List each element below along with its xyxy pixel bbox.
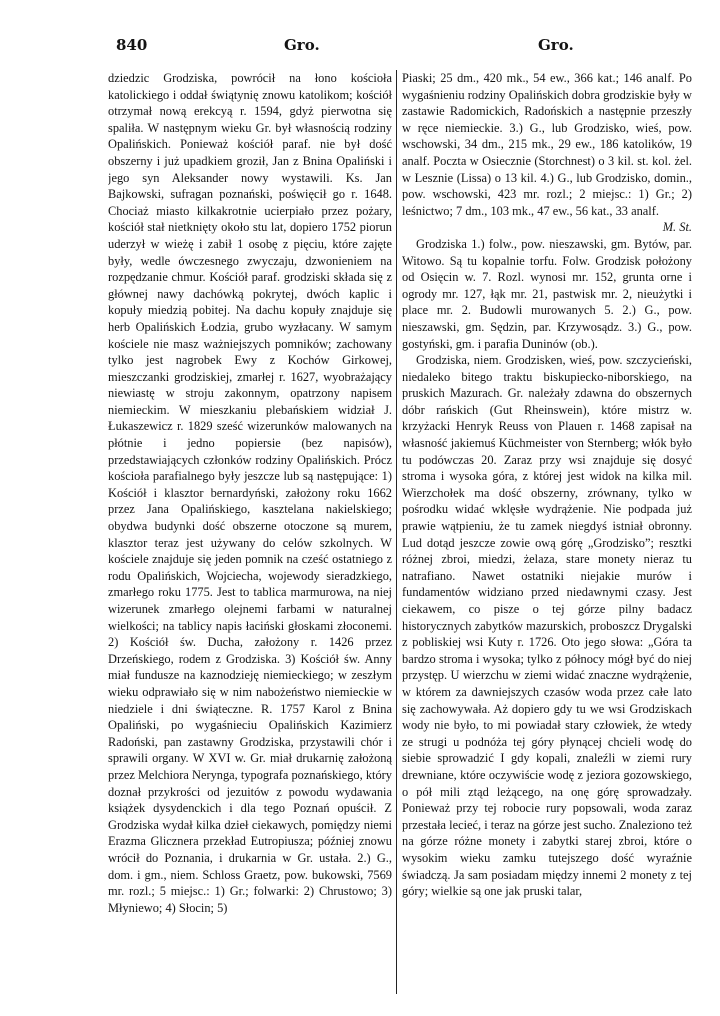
column-divider xyxy=(396,70,397,994)
entry-grodziska-1: Grodziska 1.) folw., pow. nieszawski, gm. Bytów, par. Witowo. Są tu kopalnie torfu. Folw. Grodzisk położony od Osięcin w. 7. Rozl. wynosi mr. 152, grunta orne i ogrody mr. 127, łąk mr. 21, pastwisk mr. 2, nieużytki i place mr. 2. Budowli murowanych 5. 2.) G., pow. nieszawski, gm. Sędzin, par. Krzywosądz. 3.) G., pow. gostyński, gm. i parafia Duninów (ob.). xyxy=(402,236,692,351)
author-signature: M. St. xyxy=(662,220,692,235)
left-column xyxy=(108,70,392,994)
page-number: 840 xyxy=(116,36,148,54)
page-header xyxy=(108,30,702,60)
right-column xyxy=(402,70,692,994)
entry-continuation: Piaski; 25 dm., 420 mk., 54 ew., 366 kat.; 146 analf. Po wygaśnieniu rodziny Opalińskich dobra grodziskie były w zastawie Radomickich, Radońskich a następnie przeszły w ręce niemieckie. 3.) G., lub Grodzisko, wieś, pow. wschowski, 34 dm., 215 mk., 29 ew., 186 katolików, 19 analf. Poczta w Osiecznie (Storchnest) o 3 kil. st. kol. żel. w Lesznie (Lissa) o 13 kil. 4.) G., lub Grodzisko, domin., pow. wschowski, 423 mr. rozl.; 2 miejsc.: 1) Gr.; 2) leśnictwo; 7 dm., 103 mk., 47 ew., 56 kat., 33 analf. xyxy=(402,71,692,218)
running-head-left: Gro. xyxy=(284,36,320,54)
dictionary-page xyxy=(108,30,702,1000)
left-column-paragraph: dziedzic Grodziska, powrócił na łono kościoła katolickiego i oddał świątynię znowu katolikom; kościół otrzymał nową erekcyą r. 1594, gdyż pierwotna się spaliła. W następnym wieku Gr. był własnością rodziny Opalińskich. Ponieważ kościół paraf. nie był dość obszerny i już upadkiem groził, Jan z Bnina Opaliński i jego syn Aleksander nowy wystawili. Ks. Jan Bajkowski, sufragan poznański, poświęcił go r. 1648. Chociaż miasto kilkakrotnie ucierpiało przez pożary, kościół stał nietknięty około stu lat, dopiero 1752 piorun uderzył w wieżę i zabił 1 osobę z pięciu, które zajęte były, wedle ówczesnego zwyczaju, dzwonieniem na rozpędzanie chmur. Kościół paraf. grodziski składa się z głównej nawy dachówką pokrytej, dwóch kaplic i kopuły miedzią pobitej. Na dachu kopuły znajduje się herb Opalińskich Łodzia, grubo wyzłacany. W samym kościele nie masz ważniejszych pomników; zachowany tylko jest nagrobek Ewy z Kochów Girkowej, mieszczanki grodziskiej, zmarłej r. 1627, wyobrażający niewiastę w stroju zakonnym, opatrzony napisem niemieckim. W mieszkaniu plebańskiem widział J. Łukaszewicz r. 1829 sześć wizerunków malowanych na płótnie i jedno popiersie (bez napisów), przedstawiających członków rodziny Opalińskich. Prócz kościoła parafialnego były jeszcze lub są następujące: 1) Kościół i klasztor bernardyński, założony roku 1662 przez Jana Opalińskiego, kasztelana nakielskiego; obydwa budynki dość obszerne otoczone są murem, klasztor teraz jest używany do celów szkolnych. W kościele znajduje się jeden pomnik na cześć ostatniego z rodu Opalińskich, Wojciecha, wojewody sieradzkiego, zmarłego roku 1775. Jest to tablica marmurowa, na niej wizerunek zmarłego olejnemi farbami w naturalnej wielkości; na tablicy napis łaciński głoskami złoconemi. 2) Kościół św. Ducha, założony r. 1426 przez Drzeńskiego, rodem z Grodziska. 3) Kościół św. Anny miał fundusze na kaznodzieję niemieckiego; w zeszłym wieku odprawiało się w nim nabożeństwo niemieckie w niedziele i dni świąteczne. R. 1757 Karol z Bnina Opaliński, po wygaśnieciu Opalińskich Kazimierz Radoński, pan zastawny Grodziska, przystawili chór i sprawili organy. W XVI w. Gr. miał drukarnię założoną przez Melchiora Nerynga, typografa poznańskiego, który doznał przykrości od jezuitów z powodu wydawania książek dysydenckich i dla tego Poznań opuścił. Z Grodziska wydał kilka dzieł ciekawych, pomiędzy niemi Erazma Glicznera przekład Eutropiusza; później znowu wrócił do Poznania, i drukarnia w Gr. ustała. 2.) G., dom. i gm., niem. Schloss Graetz, pow. bukowski, 7569 mr. rozl.; 5 miejsc.: 1) Gr.; folwarki: 2) Chrustowo; 3) Młyniewo; 4) Słocin; 5) xyxy=(108,71,392,915)
entry-grodziska-2: Grodziska, niem. Grodzisken, wieś, pow. szczycieński, niedaleko bitego traktu biskupiecko-niborskiego, na pruskich Mazurach. Gr. należały zdawna do obszernych dóbr rańskich (Gut Rheinswein), które mistrz w. krzyżacki Henryk Reuss von Plauen r. 1468 zapisał na własność jakiemuś Küchmeister von Sternberg; włók było tu podówczas 20. Zaraz przy wsi znajduje się dosyć stroma i wysoka góra, z której jest widok na kilka mil. Wierzchołek ma dość obszerny, zrównany, tylko w pośrodku widać wklęsłe wydrążenie. Nie podpada już prawie wątpieniu, że tu zamek niegdyś istniał obronny. Lud dotąd jeszcze zowie ową górę „Grodzisko”; resztki różnej zbroi, miedzi, żelaza, stare monety nieraz tu natrafiano. Nawet ostatniki niejakie murów i fundamentów widziano przed niedawnymi czasy. Jest ciekawem, co pisze o tej górze pilny badacz historycznych zabytków mazurskich, proboszcz Drygalski z pobliskiej wsi Kuty r. 1726. Oto jego słowa: „Góra ta bardzo stroma i wysoka; tylko z północy mógł być do niej przystęp. U wierzchu w ziemi widać znaczne wydrążenie, w którem za dawniejszych czasów woda przez całe lato się zachowywała. Aż dopiero gdy tu we wsi Grodziskach wody nie było, to mi powiadał stary człowiek, że wtedy ze strugi u podnóża tej góry płynącej chcieli wodę do siebie sprowadzić I gdy kopali, znaleźli w ziemi rury drewniane, które oczywiście wodę z jeziora gozowskiego, o pół mili ztąd leżącego, na onę górę sprowadzały. Ponieważ przy tej robocie rury popsowali, woda zaraz przestała lecieć, i teraz na górze jest sucho. Znaleziono też na górze różne monety i zabytki starej zbroi, które o wysokim wieku zamku tutejszego dość wyraźnie świadczą. Ja sam posiadam między innemi 2 monety z tej góry; wielkie są one jak pruski talar, xyxy=(402,353,692,899)
entry-signature-line xyxy=(402,219,692,236)
running-head-right: Gro. xyxy=(538,36,574,54)
